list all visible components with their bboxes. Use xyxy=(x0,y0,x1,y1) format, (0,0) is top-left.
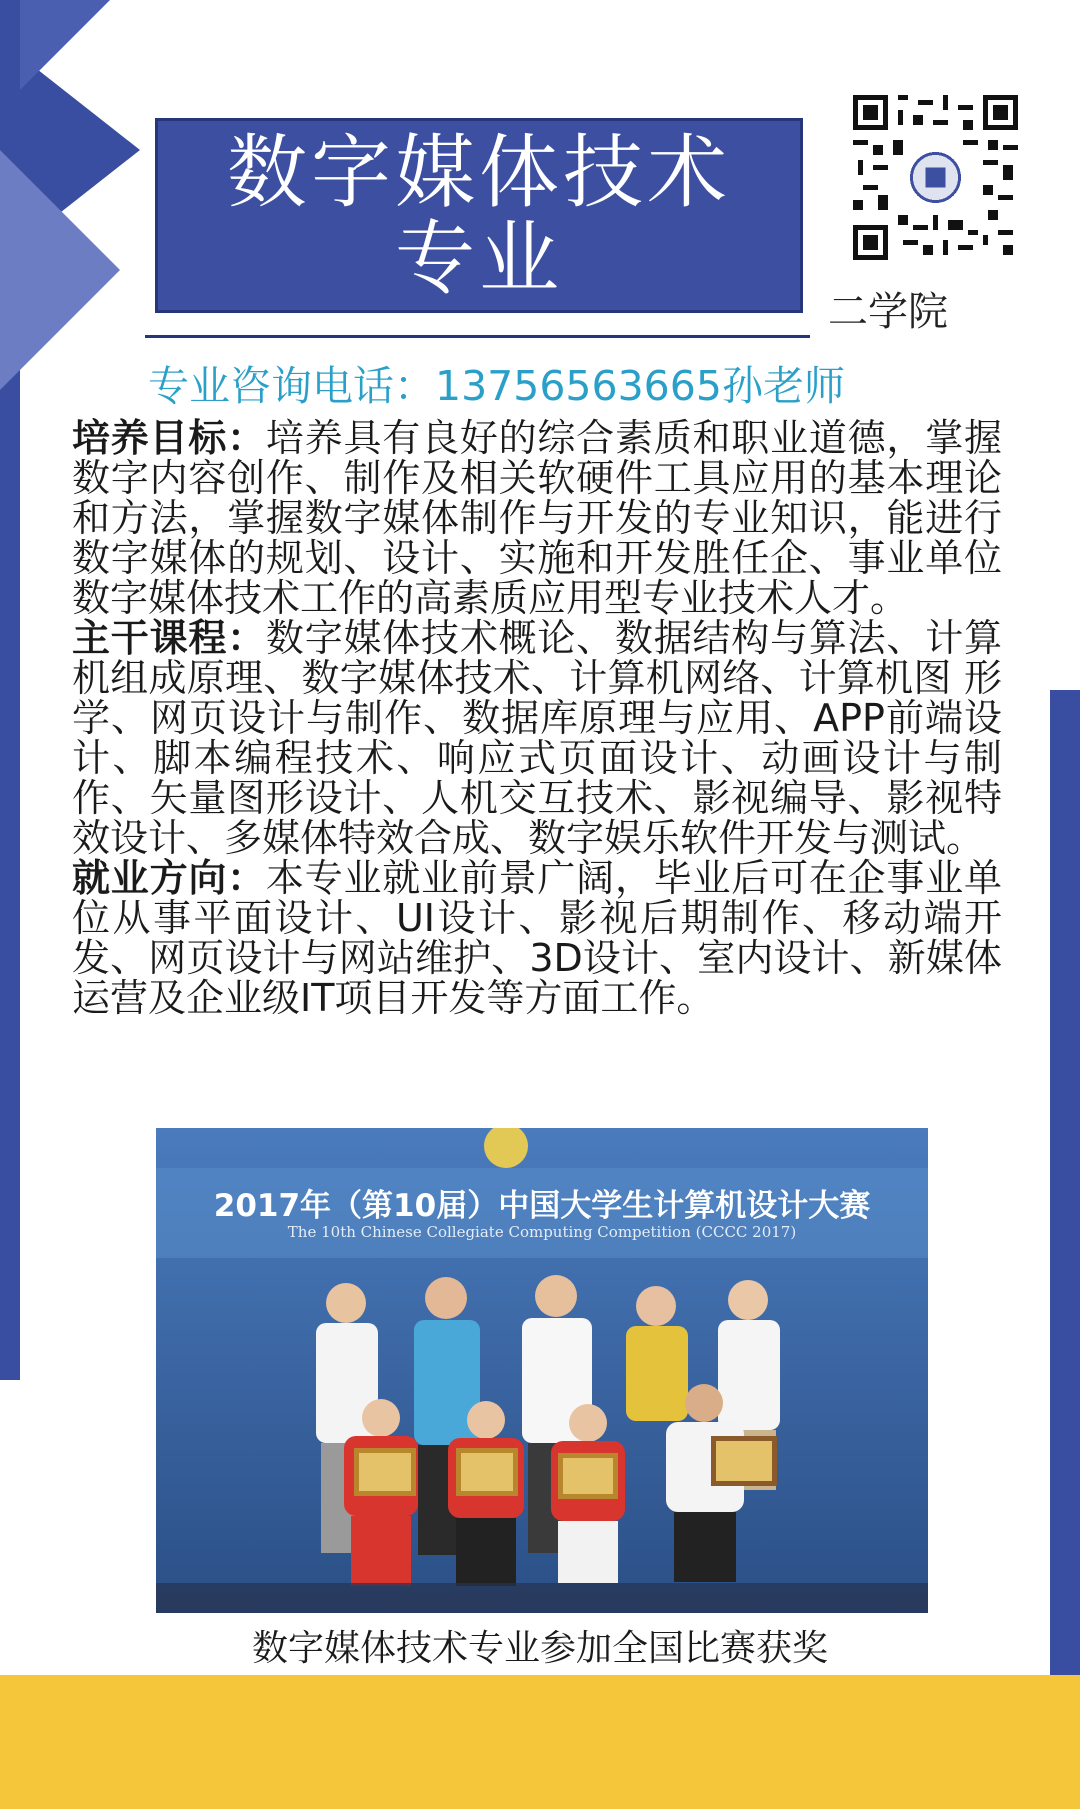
section-text: 培养具有良好的综合素质和职业道德，掌握数字内容创作、制作及相关软硬件工具应用的基本理论和方法，掌握数字媒体制作与开发的专业知识，能进行数字媒体的规划、设计、实施和开发胜任企、事业单位数字媒体技术工作的高素质应用型专业技术人才。 xyxy=(72,416,1002,620)
page-title-line2: 专业 xyxy=(395,211,563,305)
page-title-line1: 数字媒体技术 xyxy=(227,125,731,219)
section-label: 主干课程： xyxy=(72,616,266,660)
program-description xyxy=(72,418,1002,1018)
bottom-yellow-band xyxy=(0,1675,1080,1809)
page-title-box xyxy=(155,118,803,313)
consult-hotline[interactable]: 专业咨询电话：13756563665孙老师 xyxy=(148,362,845,410)
right-accent-strip xyxy=(1050,690,1080,1675)
photo-caption: 数字媒体技术专业参加全国比赛获奖 xyxy=(251,1628,828,1669)
section-label: 培养目标： xyxy=(72,416,266,460)
section-text: 数字媒体技术概论、数据结构与算法、计算机组成原理、数字媒体技术、计算机网络、计算机图 形学、网页设计与制作、数据库原理与应用、APP前端设计、脚本编程技术、响应式页面设计、动画设计与制作、矢量图形设计、人机交互技术、影视编导、影视特效设计、多媒体特效合成、数字娱乐软件开发与测试。 xyxy=(72,616,1002,860)
section-text: 本专业就业前景广阔，毕业后可在企事业单位从事平面设计、UI设计、影视后期制作、移动端开发、网页设计与网站维护、3D设计、室内设计、新媒体运营及企业级IT项目开发等方面工作。 xyxy=(72,856,1002,1020)
competition-banner-title: 2017年（第10届）中国大学生计算机设计大赛 xyxy=(213,1188,871,1224)
award-photo xyxy=(156,1128,928,1613)
corner-triangles-decoration xyxy=(0,0,160,420)
section-career-direction xyxy=(72,858,1002,1018)
title-divider xyxy=(145,335,810,338)
qr-code-icon[interactable] xyxy=(853,95,1018,260)
section-training-goal xyxy=(72,418,1002,618)
section-label: 就业方向： xyxy=(72,856,266,900)
competition-banner-subtitle: The 10th Chinese Collegiate Computing Competition (CCCC 2017) xyxy=(287,1223,797,1241)
section-core-courses xyxy=(72,618,1002,858)
college-name: 二学院 xyxy=(828,289,948,335)
